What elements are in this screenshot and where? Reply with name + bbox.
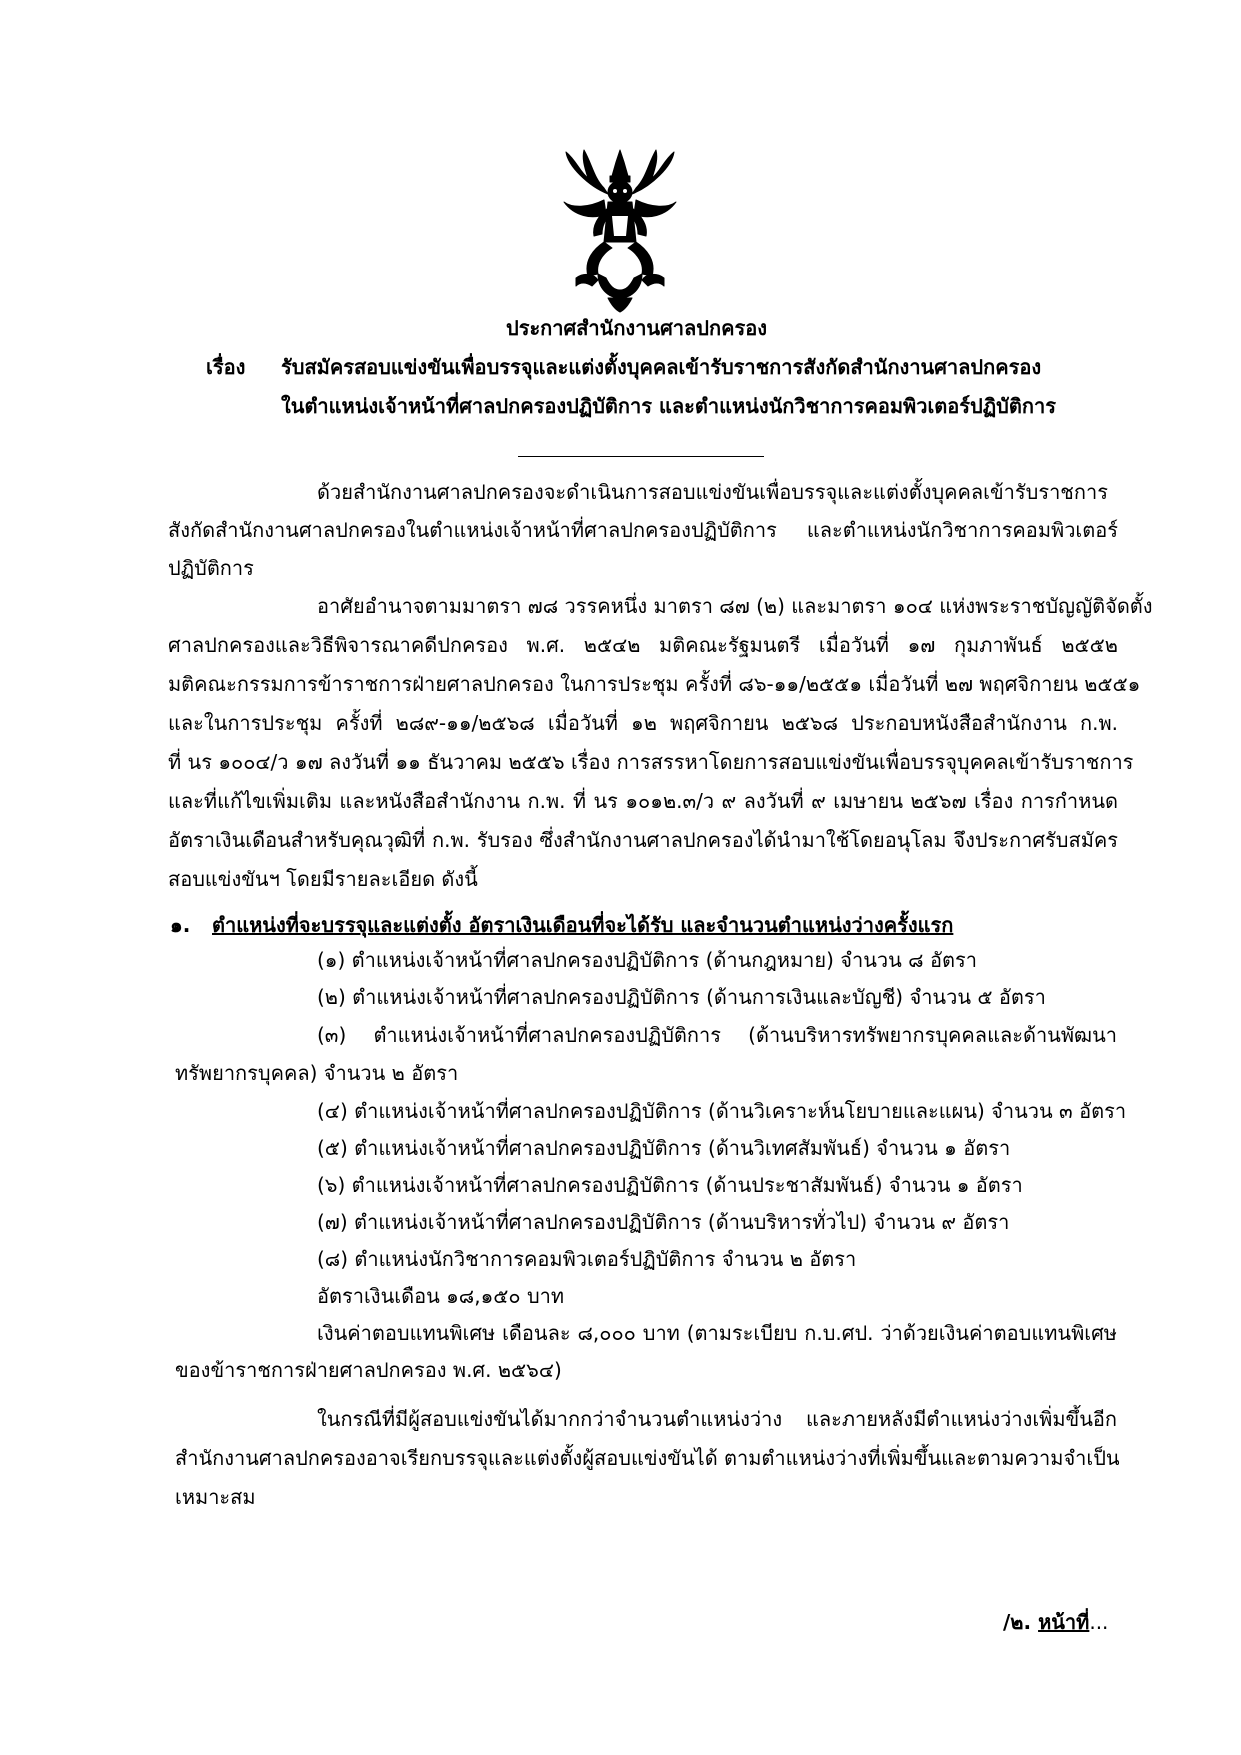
special-allowance-cont: ของข้าราชการฝ่ายศาลปกครอง พ.ศ. ๒๕๖๔): [175, 1358, 562, 1382]
intro-line-1: ด้วยสำนักงานศาลปกครองจะดำเนินการสอบแข่งขันเพื่อบรรจุและแต่งตั้งบุคคลเข้ารับราชการ: [317, 480, 1108, 504]
authority-line-6: และที่แก้ไขเพิ่มเติม และหนังสือสำนักงาน ก.พ. ที่ นร ๑๐๑๒.๓/ว ๙ ลงวันที่ ๙ เมษายน ๒๕๖๗ เรื่อง การกำหนด: [168, 789, 1118, 813]
announcement-title: ประกาศสำนักงานศาลปกครอง: [506, 316, 767, 340]
section-1-number: ๑.: [170, 913, 191, 937]
closing-line-3: เหมาะสม: [175, 1485, 256, 1509]
continuation-marker: [1003, 1607, 1108, 1637]
salary-rate: อัตราเงินเดือน ๑๘,๑๕๐ บาท: [317, 1284, 565, 1308]
position-item-1: (๑) ตำแหน่งเจ้าหน้าที่ศาลปกครองปฏิบัติการ (ด้านกฎหมาย) จำนวน ๘ อัตรา: [317, 948, 977, 972]
authority-line-2: ศาลปกครองและวิธีพิจารณาคดีปกครอง พ.ศ. ๒๕๔๒ มติคณะรัฐมนตรี เมื่อวันที่ ๑๗ กุมภาพันธ์ ๒๕๕๒: [168, 633, 1118, 657]
position-item-8: (๘) ตำแหน่งนักวิชาการคอมพิวเตอร์ปฏิบัติการ จำนวน ๒ อัตรา: [317, 1247, 857, 1271]
special-allowance: เงินค่าตอบแทนพิเศษ เดือนละ ๘,๐๐๐ บาท (ตามระเบียบ ก.บ.ศป. ว่าด้วยเงินค่าตอบแทนพิเศษ: [317, 1321, 1117, 1345]
subject-line-1: รับสมัครสอบแข่งขันเพื่อบรรจุและแต่งตั้งบุคคลเข้ารับราชการสังกัดสำนักงานศาลปกครอง: [281, 355, 1042, 379]
position-item-6: (๖) ตำแหน่งเจ้าหน้าที่ศาลปกครองปฏิบัติการ (ด้านประชาสัมพันธ์) จำนวน ๑ อัตรา: [317, 1173, 1023, 1197]
subject-line-2: ในตำแหน่งเจ้าหน้าที่ศาลปกครองปฏิบัติการ และตำแหน่งนักวิชาการคอมพิวเตอร์ปฏิบัติการ: [281, 394, 1056, 418]
continuation-ellipsis: ...: [1089, 1610, 1109, 1634]
position-item-5: (๕) ตำแหน่งเจ้าหน้าที่ศาลปกครองปฏิบัติการ (ด้านวิเทศสัมพันธ์) จำนวน ๑ อัตรา: [317, 1136, 1011, 1160]
authority-line-7: อัตราเงินเดือนสำหรับคุณวุฒิที่ ก.พ. รับรอง ซึ่งสำนักงานศาลปกครองได้นำมาใช้โดยอนุโลม จึงประกาศรับสมัคร: [168, 828, 1118, 852]
continuation-page-number: /๒.: [1003, 1610, 1032, 1634]
continuation-word: หน้าที่: [1038, 1610, 1090, 1634]
subject-label: เรื่อง: [206, 355, 246, 379]
intro-line-2: สังกัดสำนักงานศาลปกครองในตำแหน่งเจ้าหน้าที่ศาลปกครองปฏิบัติการ และตำแหน่งนักวิชาการคอมพิวเตอร์: [168, 518, 1118, 542]
position-item-3: (๓) ตำแหน่งเจ้าหน้าที่ศาลปกครองปฏิบัติการ (ด้านบริหารทรัพยากรบุคคลและด้านพัฒนา: [317, 1023, 1117, 1047]
position-item-7: (๗) ตำแหน่งเจ้าหน้าที่ศาลปกครองปฏิบัติการ (ด้านบริหารทั่วไป) จำนวน ๙ อัตรา: [317, 1210, 1010, 1234]
position-item-4: (๔) ตำแหน่งเจ้าหน้าที่ศาลปกครองปฏิบัติการ (ด้านวิเคราะห์นโยบายและแผน) จำนวน ๓ อัตรา: [317, 1099, 1127, 1123]
title-divider: [518, 456, 764, 457]
authority-line-3: มติคณะกรรมการข้าราชการฝ่ายศาลปกครอง ในการประชุม ครั้งที่ ๘๖-๑๑/๒๕๕๑ เมื่อวันที่ ๒๗ พฤศจิกายน ๒๕๕๑: [168, 672, 1141, 696]
authority-line-1: อาศัยอำนาจตามมาตรา ๗๘ วรรคหนึ่ง มาตรา ๘๗ (๒) และมาตรา ๑๐๔ แห่งพระราชบัญญัติจัดตั้ง: [317, 594, 1153, 618]
garuda-emblem: [558, 146, 682, 314]
authority-line-4: และในการประชุม ครั้งที่ ๒๘๙-๑๑/๒๕๖๘ เมื่อวันที่ ๑๒ พฤศจิกายน ๒๕๖๘ ประกอบหนังสือสำนักงาน ก.พ.: [168, 711, 1118, 735]
authority-line-8: สอบแข่งขันฯ โดยมีรายละเอียด ดังนี้: [168, 867, 478, 891]
closing-line-1: ในกรณีที่มีผู้สอบแข่งขันได้มากกว่าจำนวนตำแหน่งว่าง และภายหลังมีตำแหน่งว่างเพิ่มขึ้นอีก: [317, 1407, 1117, 1431]
section-1-heading: ตำแหน่งที่จะบรรจุและแต่งตั้ง อัตราเงินเดือนที่จะได้รับ และจำนวนตำแหน่งว่างครั้งแรก: [212, 913, 954, 937]
position-item-2: (๒) ตำแหน่งเจ้าหน้าที่ศาลปกครองปฏิบัติการ (ด้านการเงินและบัญชี) จำนวน ๕ อัตรา: [317, 985, 1046, 1009]
intro-line-3: ปฏิบัติการ: [168, 556, 254, 580]
position-item-3-cont: ทรัพยากรบุคคล) จำนวน ๒ อัตรา: [175, 1061, 459, 1085]
closing-line-2: สำนักงานศาลปกครองอาจเรียกบรรจุและแต่งตั้งผู้สอบแข่งขันได้ ตามตำแหน่งว่างที่เพิ่มขึ้นและตามความจำเป็น: [175, 1446, 1120, 1470]
authority-line-5: ที่ นร ๑๐๐๔/ว ๑๗ ลงวันที่ ๑๑ ธันวาคม ๒๕๕๖ เรื่อง การสรรหาโดยการสอบแข่งขันเพื่อบรรจุบุคคลเข้ารับราชการ: [168, 750, 1134, 774]
